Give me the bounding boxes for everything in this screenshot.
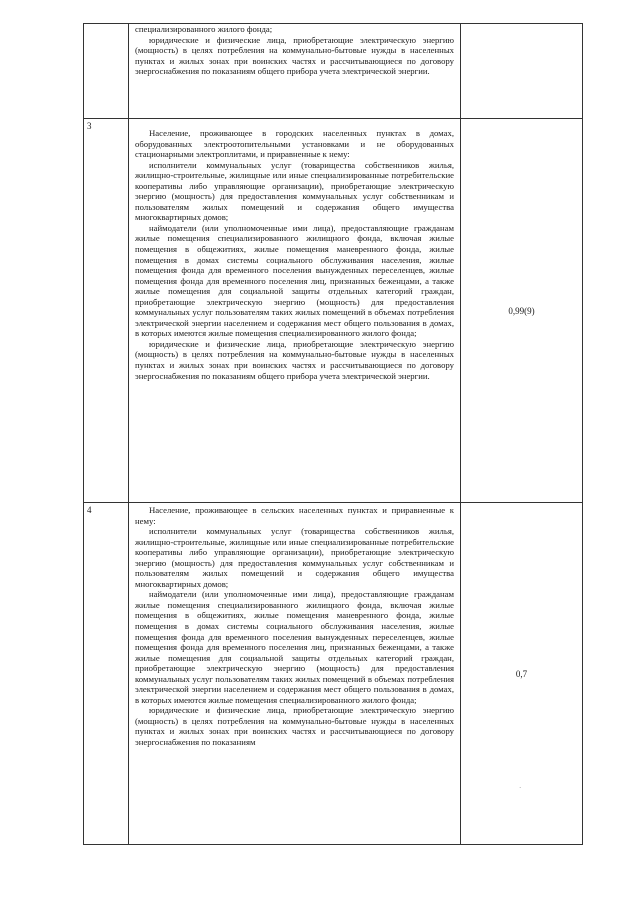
paragraph: Население, проживающее в городских населенных пунктах в домах, оборудованных электроотопительными установками и не оборудованных стационарными электроплитами, и приравненные к нему: xyxy=(135,128,454,160)
paragraph: исполнители коммунальных услуг (товарищества собственников жилья, жилищно-строительные, жилищные или иные специализированные потребительские кооперативы либо управляющие организации), приобретающие электрическую энергию (мощность) для предоставления коммунальных услуг собственникам и пользователям жилых помещений и содержания общего имущества многоквартирных домов; xyxy=(135,159,454,223)
row-coefficient: 0,7 xyxy=(461,503,583,845)
row-number: 3 xyxy=(84,119,129,503)
paragraph: юридические и физические лица, приобретающие электрическую энергию (мощность) в целях потребления на коммунально-бытовые нужды в населенных пунктах и жилых зонах при воинских частях и рассчитывающиеся по договору энергоснабжения по показаниям xyxy=(135,705,454,748)
row-description xyxy=(129,24,461,119)
paragraph: наймодатели (или уполномоченные ими лица), предоставляющие гражданам жилые помещения специализированного жилищного фонда, включая жилые помещения в общежитиях, жилые помещения маневренного фонда, жилые помещения в домах системы социального обслуживания населения, жилые помещения фонда для временного поселения вынужденных переселенцев, жилые помещения фонда для временного поселения лиц, признанных беженцами, а также жилые помещения для социальной защиты отдельных категорий граждан, приобретающие электрическую энергию (мощность) для предоставления коммунальных услуг пользователям таких жилых помещений в объемах потребления электрической энергии населением и содержания мест общего пользования в домах, в которых имеются жилые помещения специализированного жилого фонда; xyxy=(135,589,454,705)
paragraph: юридические и физические лица, приобретающие электрическую энергию (мощность) в целях потребления на коммунально-бытовые нужды в населенных пунктах и жилых зонах при воинских частях и рассчитывающиеся по договору энергоснабжения по показаниям общего прибора учета электрической энергии. xyxy=(135,338,454,381)
paragraph: наймодатели (или уполномоченные ими лица), предоставляющие гражданам жилые помещения специализированного жилищного фонда, включая жилые помещения в общежитиях, жилые помещения маневренного фонда, жилые помещения в домах системы социального обслуживания населения, жилые помещения фонда для временного поселения вынужденных переселенцев, жилые помещения фонда для временного поселения лиц, признанных беженцами, а также жилые помещения для социальной защиты отдельных категорий граждан, приобретающие электрическую энергию (мощность) для предоставления коммунальных услуг пользователям таких жилых помещений в объемах потребления электрической энергии населением и содержания мест общего пользования в домах, в которых имеются жилые помещения специализированного жилого фонда; xyxy=(135,222,454,339)
paragraph: юридические и физические лица, приобретающие электрическую энергию (мощность) в целях потребления на коммунально-бытовые нужды в населенных пунктах и жилых зонах при воинских частях и рассчитывающиеся по договору энергоснабжения по показаниям общего прибора учета электрической энергии. xyxy=(135,34,454,77)
table-row xyxy=(84,119,583,503)
row-coefficient xyxy=(461,24,583,119)
row-description xyxy=(129,119,461,503)
row-description xyxy=(129,503,461,845)
scan-speck: · xyxy=(519,784,522,792)
tariff-table xyxy=(83,23,583,845)
table-row xyxy=(84,503,583,845)
table-row xyxy=(84,24,583,119)
row-number: 4 xyxy=(84,503,129,845)
row-number xyxy=(84,24,129,119)
paragraph: специализированного жилого фонда; xyxy=(135,24,273,34)
paragraph: исполнители коммунальных услуг (товарищества собственников жилья, жилищно-строительные, жилищные или иные специализированные потребительские кооперативы либо управляющие организации), приобретающие электрическую энергию (мощность) для предоставления коммунальных услуг собственникам и пользователям жилых помещений и содержания общего имущества многоквартирных домов; xyxy=(135,526,454,589)
paragraph: Население, проживающее в сельских населенных пунктах и приравненные к нему: xyxy=(135,505,454,526)
row-coefficient: 0,99(9) xyxy=(461,119,583,503)
